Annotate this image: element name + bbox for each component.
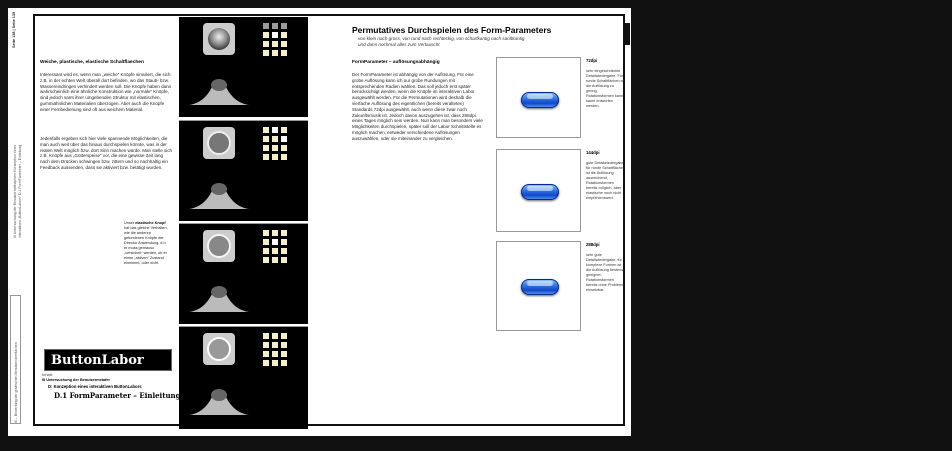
knob-panel-4 — [179, 326, 308, 429]
elastic-knob-icon — [184, 379, 254, 419]
dpi-label-72: 72dpi — [586, 58, 598, 63]
spine-sidebar — [10, 295, 21, 424]
buttonlabor-logo: ButtonLabor — [44, 349, 172, 371]
button-knob-icon — [189, 228, 249, 268]
elastic-knob-icon — [184, 276, 254, 316]
left-para-2: Jedenfalls ergeben sich hier viele spannende Möglichkeiten, die man auch weit über das hinaus durchspielen könnte, was in der realen Welt möglich bzw. dort Sinn machen würde. Man stelle sich z.B. Knöpfe aus „Götterspeise“ vor, die eine gewisse Zeit lang nach dem Drücken schwingen bzw. zittern und so nachhaltig ein Feedback aussenden, dass sie aktiviert bzw. betätigt wurden. — [40, 136, 172, 170]
preview-72dpi — [496, 57, 581, 138]
spine-bottom-text: III – Bewertung der graifischen Benutzeroberflächen — [14, 342, 18, 423]
tile-grid — [263, 127, 287, 160]
spine-top-text: Seite 138 | Seite 139 — [12, 11, 16, 48]
dpi-label-144: 144dpi — [586, 150, 600, 155]
right-heading: FormParameter – auflösungsabhängig — [352, 60, 440, 65]
page-title: Permutatives Durchspielen des Form-Parameters — [352, 25, 552, 35]
knob-panel-3 — [179, 223, 308, 324]
tile-grid — [263, 333, 287, 366]
blue-pill-button-icon — [521, 184, 559, 200]
spine-left-line2: interaktiven „ButtonLabors“ D.1 FormParameter – Einleitung — [18, 144, 22, 238]
caption-lead: Unser — [124, 221, 135, 225]
page-subtitle: von klein nach gross, von rund nach rechteckig, von scharfkantig nach sanftkantig und dann nochmal alles zum Vertauscht — [358, 36, 525, 47]
dpi-desc-144: gute Detailwiedergabe, für runde Schaltflächen ist die Auflösung ausreichend, Rotationsformen bereits möglich, aber elastische noch nicht empfehlenswert. — [586, 161, 626, 200]
figure-caption — [124, 221, 168, 266]
button-knob-icon — [189, 21, 249, 61]
blue-pill-button-icon — [521, 92, 559, 108]
preview-288dpi — [496, 241, 581, 331]
preview-144dpi — [496, 149, 581, 232]
elastic-knob-icon — [184, 173, 254, 213]
tile-grid — [263, 23, 287, 56]
button-knob-icon — [189, 331, 249, 371]
caption-text: hat das gleiche Verhalten, wie die anderen gefundenen Knöpfe der Director Anwendung, d.h. er muss gemauso „versinkelt“ werden, ob er einen „aktiven“ Zustand einnimmt, oder nicht. — [124, 226, 168, 265]
caption-bold: elastische Knopf — [135, 221, 166, 225]
left-para-1: Interessant wird es, wenn man „weiche“ Knöpfe simuliert, die sich z.B. in der echten Welt überall dort befinden, wo das Staub- bzw. Wassereindringen verhindert werden soll. Die Knöpfe haben dann wahrscheinlich eine ähnliche Konstruktion wie „normale“ Knöpfe, sind jedoch samt ihrer umgebenden Struktur mit elastischen, gummiähnlichen Materialien überzogen. Aber auch die Knöpfe einer Fernbedienung sind oft aus weichem Material. — [40, 72, 172, 112]
spine-left-line1: III Untersuchung der Benutzermethaphern Konzeption eines — [13, 144, 17, 238]
document-page — [8, 8, 631, 436]
context-label: Inhalt: — [42, 372, 53, 377]
right-para: Der FormParameter ist abhängig von der Auflösung. Für eine grobe Auflösung kann ich nur grobe Rundungen mit entsprechenden Radien wählen. Das soll jedoch erst später berücksichtigt werden, wenn die Knöpfe im interaktiven Labor ausgewählt werden. Für die Permutationen wird deshalb die vierfache Auflösung des eigentlichen (bereits veralteten) Standards 72dpi ausgewählt, auch wenn diese zwar noch Zukunftsmusik ist. Jedoch davon auszugehen ist, dass 288dpi eines Tages möglich sein werden. Nun kann man besonders viele Möglichkeiten durchspielen, später soll der Labor Schnittstelle es möglich machen, entweder verschiedene Auflösungen auszuwählen, oder sie miteinander zu vergleichen. — [352, 72, 483, 141]
left-heading: Weiche, plastische, elastische Schaltflaechen — [40, 60, 144, 65]
breadcrumb-level-3: D.1 FormParameter – Einleitung — [54, 391, 181, 400]
blue-pill-button-icon — [521, 279, 559, 295]
breadcrumb-level-2: D: Konzeption eines interaktiven ButtonLabors — [48, 384, 142, 389]
dpi-label-288: 288dpi — [586, 242, 600, 247]
knob-panel-1 — [179, 17, 308, 117]
knob-panel-2 — [179, 120, 308, 221]
tile-grid — [263, 230, 287, 263]
elastic-knob-icon — [184, 69, 254, 109]
corner-marker — [625, 23, 630, 45]
dpi-desc-72: sehr eingeschränkte Detailwiedergabe. Für runde Schaltflächen ist die Auflösung zu gering, Rotationsformen kann kaum entworfen werden. — [586, 69, 625, 108]
button-knob-icon — [189, 125, 249, 165]
dpi-desc-288: sehr gute Detailwiedergabe, für komplexe Formen ist die Auflösung bestens geeignet, Rotationsformen bereits ohne Probleme einsetzbar. — [586, 253, 625, 292]
breadcrumb-level-1: III Untersuchung der Benutzermetafer — [42, 378, 110, 382]
